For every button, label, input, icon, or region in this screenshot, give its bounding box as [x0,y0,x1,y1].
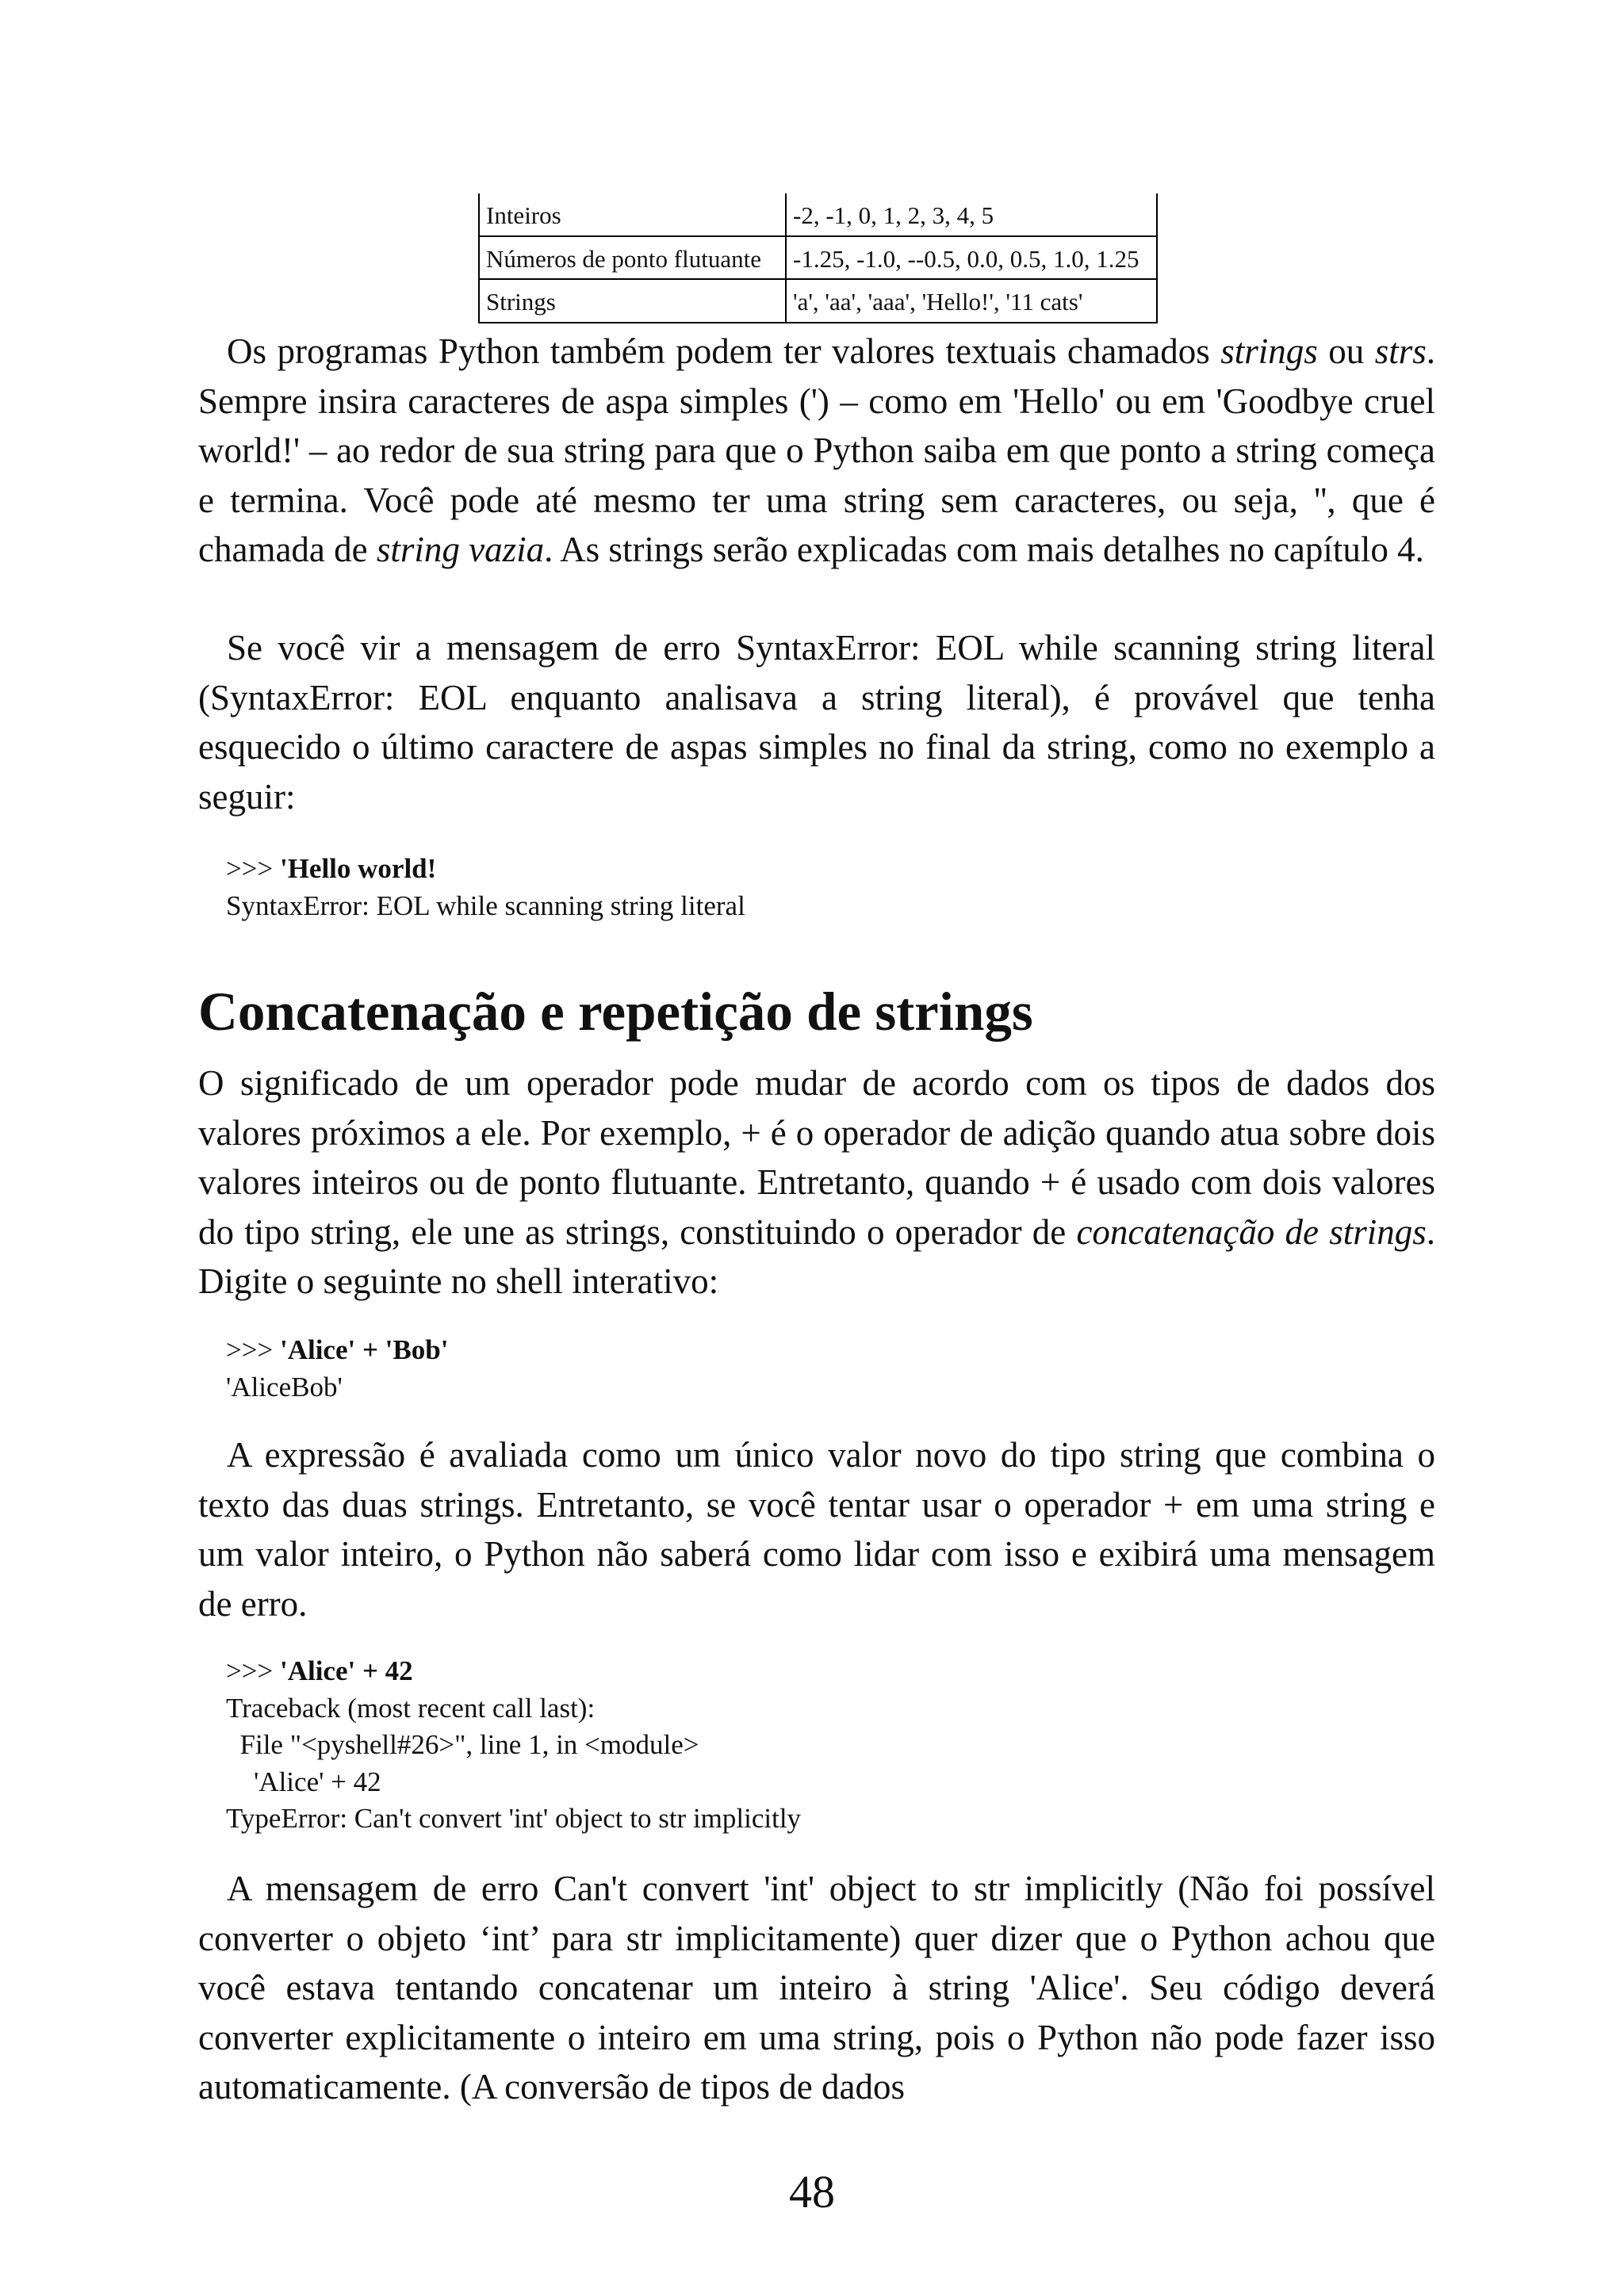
section-heading: Concatenação e repetição de strings [198,982,1033,1042]
table-cell: -1.25, -1.0, --0.5, 0.0, 0.5, 1.0, 1.25 [786,236,1157,280]
code-line: >>> 'Hello world! [226,853,437,884]
table-cell: Strings [479,279,786,323]
paragraph-text: Os programas Python também podem ter valores textuais chamados strings ou strs. Sempre insira caracteres de aspa simples (') – como em 'Hello' ou em 'Goodbye cruel world!' – ao redor de sua string para que o Python saiba em que ponto a string começa e termina. Você pode até mesmo ter uma string sem caracteres, ou seja, '', que é chamada de string vazia. As strings serão explicadas com mais detalhes no capítulo 4. [198,331,1435,569]
table-cell: -2, -1, 0, 1, 2, 3, 4, 5 [786,193,1157,236]
code-block-alice-42 [226,1653,801,1838]
paragraph-error-explanation [198,1864,1435,2112]
emphasis: strings [1220,331,1318,371]
table-row [479,193,1157,236]
table-cell: 'a', 'aa', 'aaa', 'Hello!', '11 cats' [786,279,1157,323]
emphasis: strs [1374,331,1427,371]
code-output: 'Alice' + 42 [226,1766,381,1797]
code-line: >>> 'Alice' + 'Bob' [226,1334,449,1365]
paragraph-syntax-error [198,623,1435,821]
code-block-hello [226,851,745,924]
code-output: Traceback (most recent call last): [226,1692,596,1724]
code-output: 'AliceBob' [226,1371,343,1402]
table-row [479,236,1157,280]
paragraph-text: Se você vir a mensagem de erro SyntaxError: EOL while scanning string literal (SyntaxError: EOL enquanto analisava a string literal), é provável que tenha esquecido o último caractere de aspas simples no final da string, como no exemplo a seguir: [198,628,1435,817]
table-row [479,279,1157,323]
paragraph-strings-intro [198,327,1435,575]
code-block-alice-bob [226,1332,448,1406]
paragraph-expression [198,1430,1435,1628]
paragraph-text: A mensagem de erro Can't convert 'int' object to str implicitly (Não foi possível converter o objeto ‘int’ para str implicitamente) quer dizer que o Python achou que você estava tentando concatenar um inteiro à string 'Alice'. Seu código deverá converter explicitamente o inteiro em uma string, pois o Python não pode fazer isso automaticamente. (A conversão de tipos de dados [198,1869,1435,2107]
data-types-table [478,193,1158,323]
code-output: SyntaxError: EOL while scanning string literal [226,890,745,921]
table-cell: Números de ponto flutuante [479,236,786,280]
code-output: File "<pyshell#26>", line 1, in <module> [226,1729,699,1760]
emphasis: concatenação de strings [1076,1211,1427,1252]
paragraph-text: O significado de um operador pode mudar de acordo com os tipos de dados dos valores próximos a ele. Por exemplo, + é o operador de adição quando atua sobre dois valores inteiros ou de ponto flutuante. Entretanto, quando + é usado com dois valores do tipo string, ele une as strings, constituindo o operador de concatenação de strings. Digite o seguinte no shell interativo: [198,1063,1435,1301]
paragraph-concatenation [198,1058,1435,1307]
page-number: 48 [789,2166,835,2218]
code-output: TypeError: Can't convert 'int' object to str implicitly [226,1803,802,1834]
code-line: >>> 'Alice' + 42 [226,1655,413,1686]
emphasis: string vazia [376,530,545,569]
table-cell: Inteiros [479,193,786,236]
paragraph-text: A expressão é avaliada como um único valor novo do tipo string que combina o texto das duas strings. Entretanto, se você tentar usar o operador + em uma string e um valor inteiro, o Python não saberá como lidar com isso e exibirá uma mensagem de erro. [198,1435,1435,1624]
